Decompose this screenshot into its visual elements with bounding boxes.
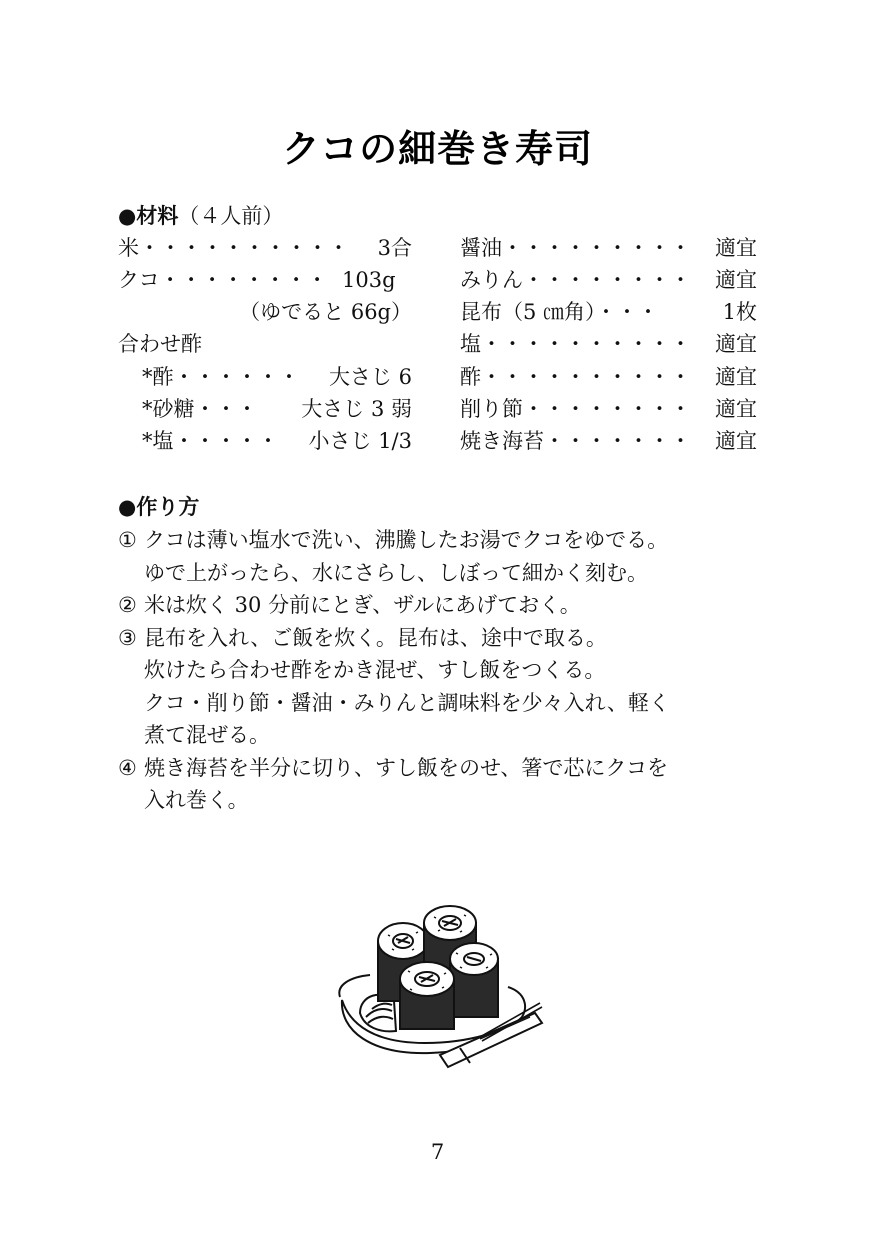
ingredient-amount: （ゆでると 66g） [239, 300, 412, 324]
method-step [118, 752, 768, 817]
method-heading-label: 作り方 [136, 495, 200, 519]
bullet-icon: ● [118, 495, 137, 519]
ingredient-name: 醤油・・・・・・・・・ [460, 236, 691, 260]
step-text: 焼き海苔を半分に切り、すし飯をのせ、箸で芯にクコを [144, 755, 668, 780]
servings-label: （４人前） [178, 204, 284, 228]
ingredient-amount: 適宜 [715, 268, 757, 292]
method-step [118, 589, 768, 622]
ingredient-name: *酢・・・・・・ [142, 365, 300, 389]
ingredient-amount: 適宜 [715, 429, 757, 453]
ingredient-name: 塩・・・・・・・・・・ [460, 332, 691, 356]
step-text: ゆで上がったら、水にさらし、しぼって細かく刻む。 [144, 560, 648, 585]
step-number: ② [118, 593, 137, 617]
step-text: 米は炊く 30 分前にとぎ、ザルにあげておく。 [144, 593, 581, 617]
step-text: 煮て混ぜる。 [144, 723, 270, 747]
step-text: クコ・削り節・醤油・みりんと調味料を少々入れ、軽く [144, 690, 670, 715]
ingredient-name: 昆布（5 ㎝角）・・・ [460, 300, 659, 324]
step-text: 入れ巻く。 [144, 788, 249, 812]
ingredients-heading-label: 材料 [136, 204, 179, 228]
ingredient-name: 焼き海苔・・・・・・・ [460, 429, 691, 453]
ingredients-heading [118, 200, 283, 232]
ingredient-amount: 適宜 [715, 397, 757, 421]
ingredient-amount: 適宜 [715, 365, 757, 389]
step-number: ③ [118, 625, 137, 650]
ingredient-amount: 小さじ 1/3 [308, 429, 412, 453]
ingredient-amount: 大さじ 3 弱 [301, 397, 412, 421]
page-number: 7 [430, 1140, 445, 1164]
method-steps [118, 524, 768, 817]
ingredient-name: 酢・・・・・・・・・・ [460, 365, 691, 389]
ingredient-amount: 適宜 [715, 236, 757, 260]
ingredient-name: クコ・・・・・・・・ [118, 268, 328, 292]
ingredient-name: みりん・・・・・・・・ [460, 268, 691, 292]
ingredient-name: 合わせ酢 [118, 332, 202, 356]
ingredient-amount: 1枚 [722, 300, 757, 324]
ingredient-name: 削り節・・・・・・・・ [460, 397, 691, 421]
ingredient-name: *塩・・・・・ [142, 429, 279, 453]
sushi-plate-illustration [330, 905, 550, 1085]
step-text: 昆布を入れ、ご飯を炊く。昆布は、途中で取る。 [144, 625, 607, 650]
step-text: 炊けたら合わせ酢をかき混ぜ、すし飯をつくる。 [144, 658, 606, 682]
method-step [118, 524, 768, 589]
step-text: クコは薄い塩水で洗い、沸騰したお湯でクコをゆでる。 [144, 528, 669, 552]
ingredient-amount: 3合 [377, 236, 412, 260]
ingredient-name: 米・・・・・・・・・・ [118, 236, 349, 260]
ingredient-name: *砂糖・・・ [142, 397, 258, 421]
page-title: クコの細巻き寿司 [281, 127, 594, 171]
ingredient-amount: 大さじ 6 [328, 365, 412, 389]
ingredient-amount: 103g [342, 268, 396, 292]
bullet-icon: ● [118, 204, 137, 228]
method-step [118, 622, 768, 752]
method-heading [118, 491, 199, 523]
step-number: ④ [118, 755, 137, 780]
step-number: ① [118, 528, 137, 552]
ingredient-amount: 適宜 [715, 332, 757, 356]
